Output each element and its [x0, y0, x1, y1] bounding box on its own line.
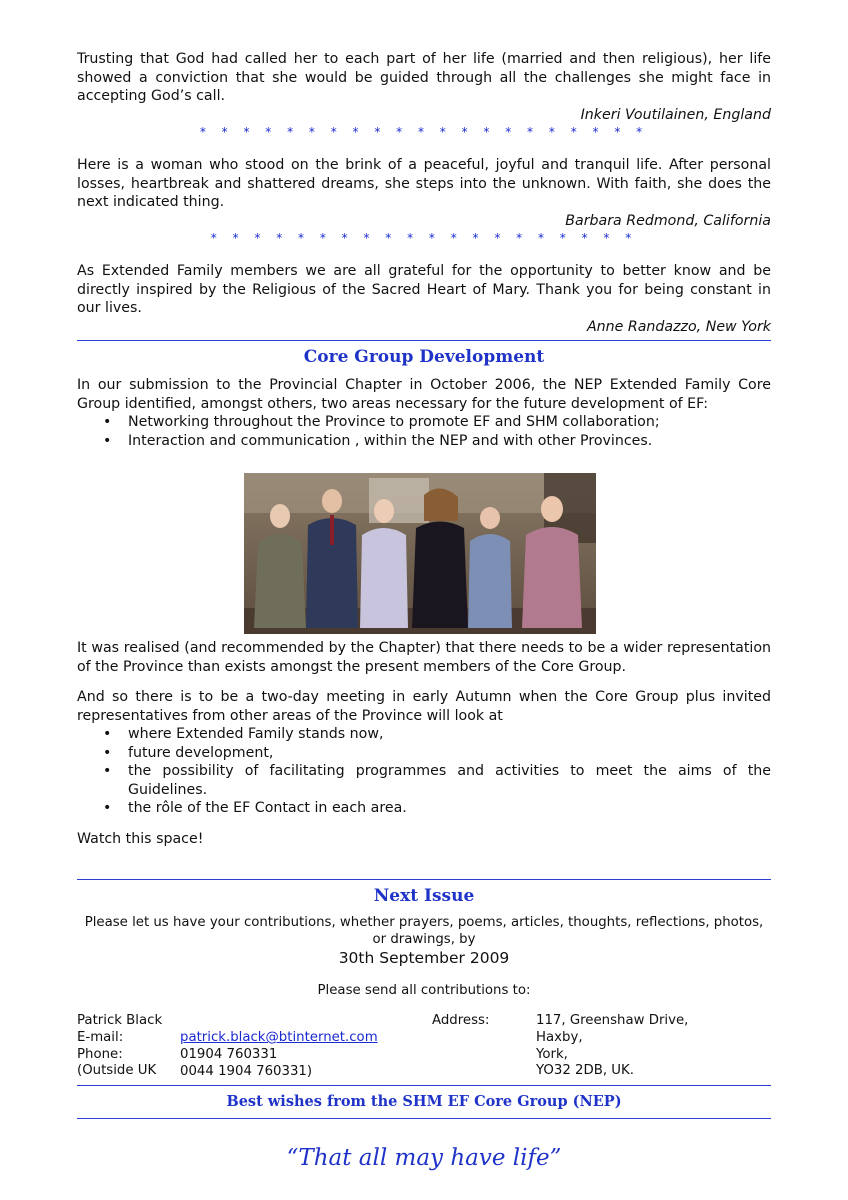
address-line: York, [536, 1046, 568, 1062]
page-content [77, 50, 771, 848]
address-line: 117, Greenshaw Drive, [536, 1013, 689, 1028]
bullet-icon: • [103, 414, 112, 430]
best-wishes: Best wishes from the SHM EF Core Group (NEP) [226, 1093, 622, 1110]
quote-text: Trusting that God had called her to each part of her life (married and then religious), her life showed a conviction that she would be guided through all the challenges she might face in accepting God’s call. [77, 51, 771, 104]
send-instruction: Please send all contributions to: [317, 983, 531, 998]
meeting-topics-list [77, 725, 771, 818]
next-issue-text: Please let us have your contributions, whether prayers, poems, articles, thoughts, reflections, photos, or drawings, by [84, 915, 764, 947]
quote-author: Inkeri Voutilainen, England [580, 106, 771, 123]
section-heading-core-group: Core Group Development [303, 347, 545, 367]
bullet-icon: • [103, 763, 112, 779]
address-line: YO32 2DB, UK. [536, 1063, 634, 1079]
bullet-icon: • [103, 432, 112, 449]
core-group-areas-list [77, 413, 771, 450]
core-group-paragraph: It was realised (and recommended by the Chapter) that there needs to be a wider representation of the Province than exists amongst the present members of the Core Group. [77, 640, 771, 675]
contact-values [180, 1030, 378, 1080]
star-separator: * * * * * * * * * * * * * * * * * * * * [210, 231, 638, 245]
address-label: Address: [432, 1013, 490, 1028]
outside-uk-phone: 0044 1904 760331) [180, 1063, 313, 1079]
bullet-icon: • [103, 744, 112, 761]
bullet-icon: • [103, 726, 112, 742]
divider [77, 1118, 771, 1119]
contact-name: Patrick Black [77, 1013, 163, 1028]
list-item: • the possibility of facilitating programmes and activities to meet the aims of the Guidelines. [103, 763, 771, 798]
section-heading-next-issue: Next Issue [373, 886, 475, 906]
address-line: Haxby, [536, 1029, 583, 1045]
deadline-date: 30th September 2009 [338, 949, 510, 967]
email-link[interactable]: patrick.black@btinternet.com [180, 1030, 378, 1045]
address-block [536, 1013, 688, 1080]
divider [77, 879, 771, 880]
quote-text: Here is a woman who stood on the brink of a peaceful, joyful and tranquil life. After personal losses, heartbreak and shattered dreams, she steps into the unknown. With faith, she does the next indicated thing. [77, 157, 771, 210]
core-group-intro: In our submission to the Provincial Chapter in October 2006, the NEP Extended Family Core Group identified, amongst others, two areas necessary for the future development of EF: [77, 377, 771, 412]
outside-uk-label: (Outside UK [77, 1063, 157, 1079]
list-item: • the rôle of the EF Contact in each area. [103, 800, 407, 816]
list-item: • Networking throughout the Province to promote EF and SHM collaboration; [103, 414, 660, 430]
quote-author: Anne Randazzo, New York [586, 318, 771, 335]
core-group-paragraph: And so there is to be a two-day meeting in early Autumn when the Core Group plus invited representatives from other areas of the Province will look at [77, 689, 771, 724]
divider [77, 1085, 771, 1086]
email-label: E-mail: [77, 1029, 124, 1045]
star-separator: * * * * * * * * * * * * * * * * * * * * * [199, 125, 649, 139]
closing-line: Watch this space! [77, 830, 204, 847]
list-item: • where Extended Family stands now, [103, 726, 384, 742]
phone-label: Phone: [77, 1046, 123, 1062]
contact-labels [77, 1013, 162, 1080]
motto: “That all may have life” [286, 1145, 562, 1171]
phone-number: 01904 760331 [180, 1046, 278, 1062]
divider [77, 340, 771, 341]
bullet-icon: • [103, 800, 112, 816]
core-group-photo [244, 473, 596, 634]
list-item: • Interaction and communication , within the NEP and with other Provinces. [103, 432, 653, 449]
quote-author: Barbara Redmond, California [565, 212, 771, 229]
list-item: • future development, [103, 744, 274, 761]
quote-text: As Extended Family members we are all grateful for the opportunity to better know and be directly inspired by the Religious of the Sacred Heart of Mary. Thank you for being constant in our lives. [77, 263, 771, 316]
